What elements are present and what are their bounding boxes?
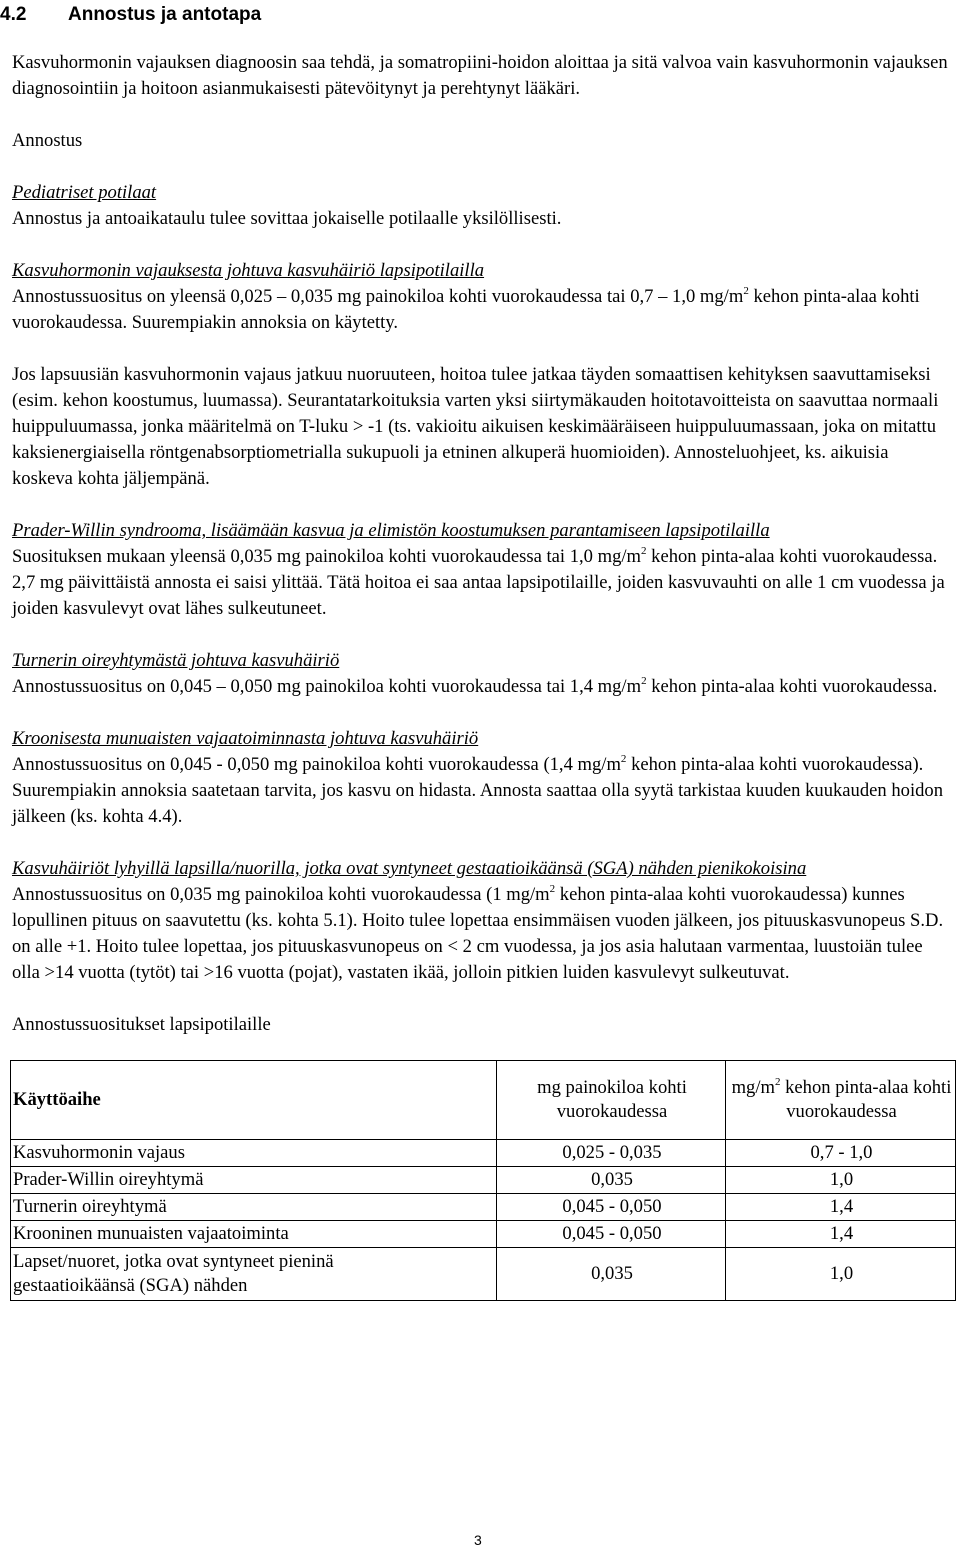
- pediatric-heading: Pediatriset potilaat: [12, 182, 157, 203]
- turner-heading: Turnerin oireyhtymästä johtuva kasvuhäiriö: [12, 650, 340, 671]
- sga-text: Annostussuositus on 0,035 mg painokiloa kohti vuorokaudessa (1 $mg/m^2$ kehon pinta-alaa kohti vuorokaudessa) kunnes lopullinen pituus on saavutettu (ks. kohta 5.1). Hoito tulee lopettaa ensimmäisen vuoden jälkeen, jos pituuskasvunopeus S.D. on alle +1. Hoito tulee lopettaa, jos pituuskasvunopeus on < 2 cm vuodessa, ja jos asia halutaan varmentaa, luustoiän tulee olla >14 vuotta (tytöt) tai >16 vuotta (pojat), vastaten ikää, jolloin pitkien luiden kasvulevyt sulkeutuvat.: [12, 882, 944, 983]
- table-row: [11, 1194, 956, 1221]
- cell-mg-per-m2: 0,7 - 1,0: [726, 1140, 956, 1167]
- cell-mg-per-kg: 0,035: [497, 1248, 726, 1301]
- page-number: 3: [474, 1532, 482, 1548]
- table-row: [11, 1140, 956, 1167]
- header-mg-per-kg: mg painokiloa kohti vuorokaudessa: [497, 1061, 726, 1140]
- table-row: [11, 1167, 956, 1194]
- table-row: [11, 1248, 956, 1301]
- cell-mg-per-m2: 1,0: [726, 1248, 956, 1301]
- cell-mg-per-kg: 0,025 - 0,035: [497, 1140, 726, 1167]
- section-heading: [0, 2, 952, 28]
- header-mg-per-m2: $mg/m^2$ kehon pinta-alaa kohti vuorokaudessa: [726, 1061, 956, 1140]
- section-title: Annostus ja antotapa: [68, 4, 262, 25]
- table-title: Annostussuositukset lapsipotilaille: [12, 1014, 271, 1035]
- cell-mg-per-m2: 1,4: [726, 1221, 956, 1248]
- cell-mg-per-m2: 1,0: [726, 1167, 956, 1194]
- annostus-heading: Annostus: [12, 130, 83, 151]
- ckd-heading: Kroonisesta munuaisten vajaatoiminnasta johtuva kasvuhäiriö: [12, 728, 479, 749]
- pws-heading: Prader-Willin syndrooma, lisäämään kasvua ja elimistön koostumuksen parantamiseen lapsipotilailla: [12, 520, 770, 541]
- cell-mg-per-m2: 1,4: [726, 1194, 956, 1221]
- section-number: 4.2: [0, 4, 27, 25]
- header-indication: Käyttöaihe: [11, 1061, 497, 1140]
- ghd-text: Annostussuositus on yleensä 0,025 – 0,035 mg painokiloa kohti vuorokaudessa tai 0,7 – 1,0 $mg/m^2$ kehon pinta-alaa kohti vuorokaudessa. Suurempiakin annoksia on käytetty.: [12, 284, 920, 333]
- pws-text: Suosituksen mukaan yleensä 0,035 mg painokiloa kohti vuorokaudessa tai 1,0 $mg/m^2$ kehon pinta-alaa kohti vuorokaudessa. 2,7 mg päivittäistä annosta ei saisi ylittää. Tätä hoitoa ei saa antaa lapsipotilaille, joiden kasvuvauhti on alle 1 cm vuodessa ja joiden kasvulevyt ovat lähes sulkeutuneet.: [12, 544, 945, 619]
- table-row: [11, 1221, 956, 1248]
- ghd-heading: Kasvuhormonin vajauksesta johtuva kasvuhäiriö lapsipotilailla: [12, 260, 485, 281]
- cell-indication: Turnerin oireyhtymä: [11, 1194, 497, 1221]
- cell-mg-per-kg: 0,035: [497, 1167, 726, 1194]
- ghd-paragraph-2: Jos lapsuusiän kasvuhormonin vajaus jatkuu nuoruuteen, hoitoa tulee jatkaa täyden somaattisen kehityksen saavuttamiseksi (esim. kehon koostumus, luumassa). Seurantatarkoituksia varten yksi siirtymäkauden hoitotavoitteista on saavuttaa normaali huippuluumassa, jonka määritelmä on T-luku > -1 (ts. vakioitu aikuisen keskimääräiseen huippuluumassaan, joka on mitattu kaksienergiaisella röntgenabsorptiometrialla sukupuoli ja etninen alkuperä huomioiden). Annosteluohjeet, ks. aikuisia koskeva kohta jäljempänä.: [12, 364, 939, 489]
- sga-heading: Kasvuhäiriöt lyhyillä lapsilla/nuorilla, jotka ovat syntyneet gestaatioikäänsä (SGA) nähden pienikokoisina: [12, 858, 807, 879]
- cell-mg-per-kg: 0,045 - 0,050: [497, 1194, 726, 1221]
- cell-indication: Krooninen munuaisten vajaatoiminta: [11, 1221, 497, 1248]
- cell-indication: Prader-Willin oireyhtymä: [11, 1167, 497, 1194]
- pediatric-text: Annostus ja antoaikataulu tulee sovittaa jokaiselle potilaalle yksilöllisesti.: [12, 208, 562, 229]
- cell-indication: Lapset/nuoret, jotka ovat syntyneet pieninä gestaatioikäänsä (SGA) nähden: [11, 1248, 497, 1301]
- intro-paragraph: Kasvuhormonin vajauksen diagnoosin saa tehdä, ja somatropiini-hoidon aloittaa ja sitä valvoa vain kasvuhormonin vajauksen diagnosointiin ja hoitoon asianmukaisesti pätevöitynyt ja perehtynyt lääkäri.: [12, 52, 948, 99]
- turner-text: Annostussuositus on 0,045 – 0,050 mg painokiloa kohti vuorokaudessa tai 1,4 $mg/m^2$ kehon pinta-alaa kohti vuorokaudessa.: [12, 674, 938, 697]
- cell-indication: Kasvuhormonin vajaus: [11, 1140, 497, 1167]
- dose-table: [10, 1060, 956, 1301]
- cell-mg-per-kg: 0,045 - 0,050: [497, 1221, 726, 1248]
- table-header-row: [11, 1061, 956, 1140]
- ckd-text: Annostussuositus on 0,045 - 0,050 mg painokiloa kohti vuorokaudessa (1,4 $mg/m^2$ kehon pinta-alaa kohti vuorokaudessa). Suurempiakin annoksia saatetaan tarvita, jos kasvu on hidasta. Annosta saattaa olla syytä tarkistaa kuuden kuukauden hoidon jälkeen (ks. kohta 4.4).: [12, 752, 944, 827]
